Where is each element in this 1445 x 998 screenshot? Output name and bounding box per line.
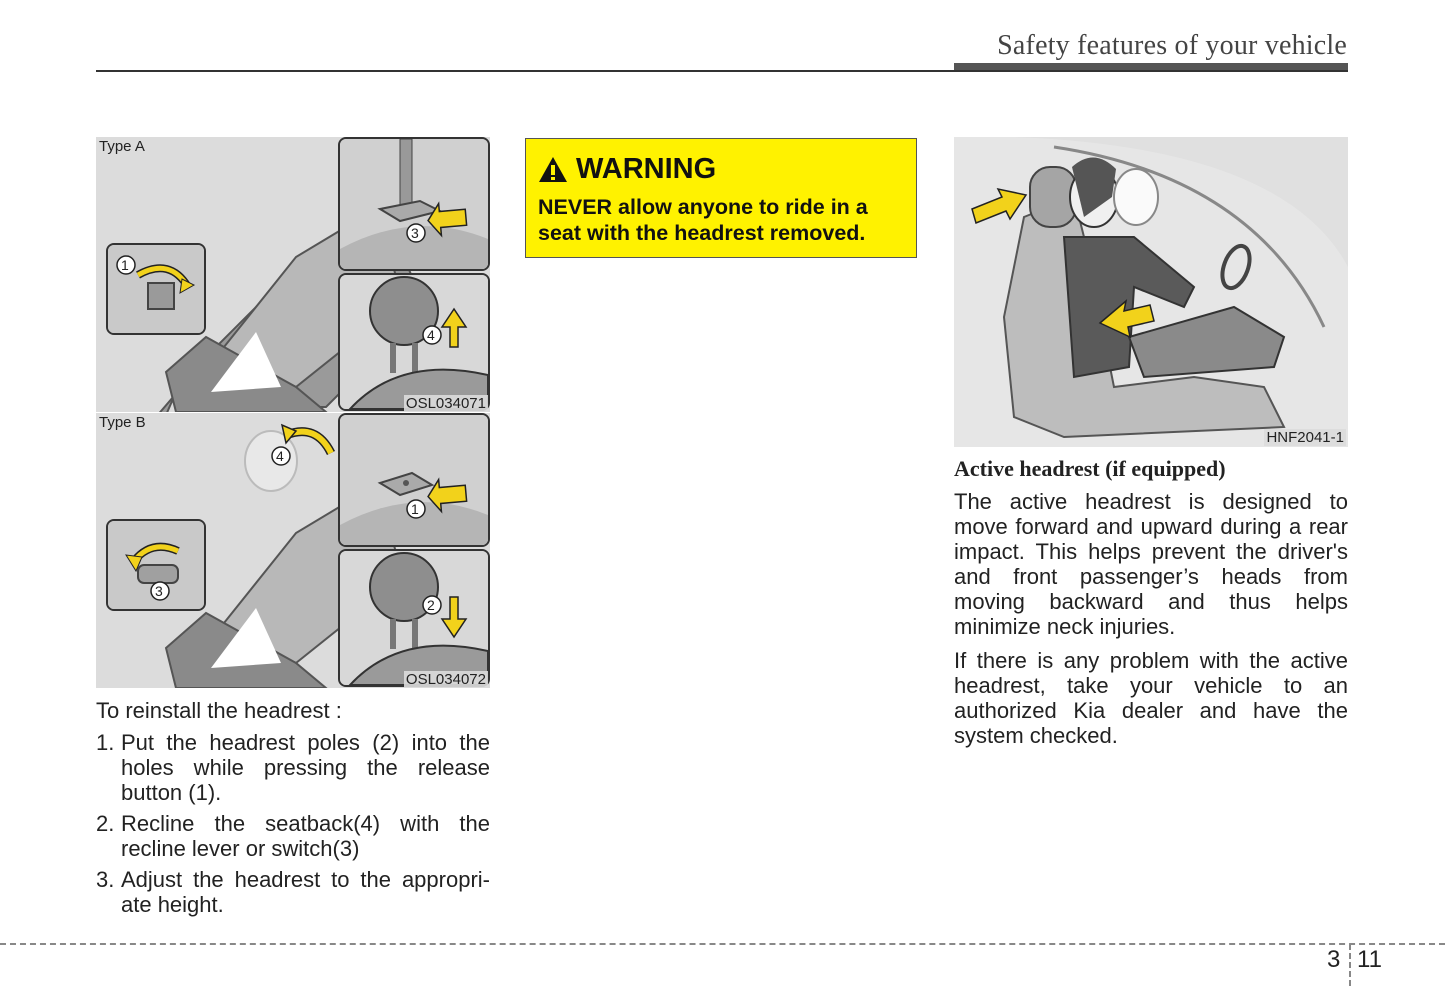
list-item xyxy=(96,867,490,917)
svg-text:1: 1 xyxy=(121,257,129,273)
warning-title: WARNING xyxy=(576,153,717,185)
figure-type-b xyxy=(96,413,490,688)
warning-body: NEVER allow anyone to ride in a seat with the headrest removed. xyxy=(538,195,868,245)
section-title: Safety features of your vehicle xyxy=(997,30,1347,61)
inset-release-button xyxy=(338,137,490,271)
driver-illustration xyxy=(954,137,1348,447)
active-headrest-heading: Active headrest (if equipped) xyxy=(954,456,1226,481)
step-text: Adjust the headrest to the appropri-ate height. xyxy=(121,867,490,917)
figure-active-headrest xyxy=(954,137,1348,447)
svg-text:3: 3 xyxy=(411,225,419,241)
svg-text:3: 3 xyxy=(155,583,163,599)
warning-heading xyxy=(538,153,904,186)
list-item xyxy=(96,730,490,805)
figure-active-code: HNF2041-1 xyxy=(1266,429,1344,446)
figure-type-b-label: Type B xyxy=(99,414,146,431)
reinstall-intro: To reinstall the headrest : xyxy=(96,698,342,723)
step-text: Put the headrest poles (2) into the holes while pressing the release button (1). xyxy=(121,730,490,805)
reinstall-steps xyxy=(96,724,490,917)
figure-type-b-code: OSL034072 xyxy=(405,671,486,688)
figure-type-a xyxy=(96,137,490,412)
inset-lever xyxy=(106,243,206,335)
svg-text:1: 1 xyxy=(411,501,419,517)
figure-type-a-code: OSL034071 xyxy=(405,395,486,412)
header-rule xyxy=(96,70,1348,72)
list-item xyxy=(96,811,490,861)
warning-box xyxy=(525,138,917,258)
step-number: 3. xyxy=(96,867,115,892)
page-number: 11 xyxy=(1357,946,1382,973)
figure-type-a-label: Type A xyxy=(99,138,145,155)
inset-recline-switch xyxy=(106,519,206,611)
active-headrest-para-1: The active headrest is designed to move forward and upward during a rear impact. This helps prevent the driver's and front passenger’s heads from moving backward and thus helps minimize neck injuries. xyxy=(954,489,1348,639)
svg-text:4: 4 xyxy=(427,327,435,343)
step-number: 2. xyxy=(96,811,115,836)
warning-triangle-icon xyxy=(538,156,568,183)
chapter-number: 3 xyxy=(1327,946,1341,973)
svg-text:4: 4 xyxy=(276,448,284,464)
step-text: Recline the seatback(4) with the recline lever or switch(3) xyxy=(121,811,490,861)
footer-rule xyxy=(0,943,1445,945)
inset-headrest-up xyxy=(338,273,490,411)
inset-release-button-b xyxy=(338,413,490,547)
page-number-divider xyxy=(1349,944,1351,986)
step-number: 1. xyxy=(96,730,115,755)
active-headrest-para-2: If there is any problem with the active headrest, take your vehicle to an authorized Kia dealer and have the system checked. xyxy=(954,648,1348,748)
svg-text:2: 2 xyxy=(427,597,435,613)
inset-headrest-down xyxy=(338,549,490,687)
